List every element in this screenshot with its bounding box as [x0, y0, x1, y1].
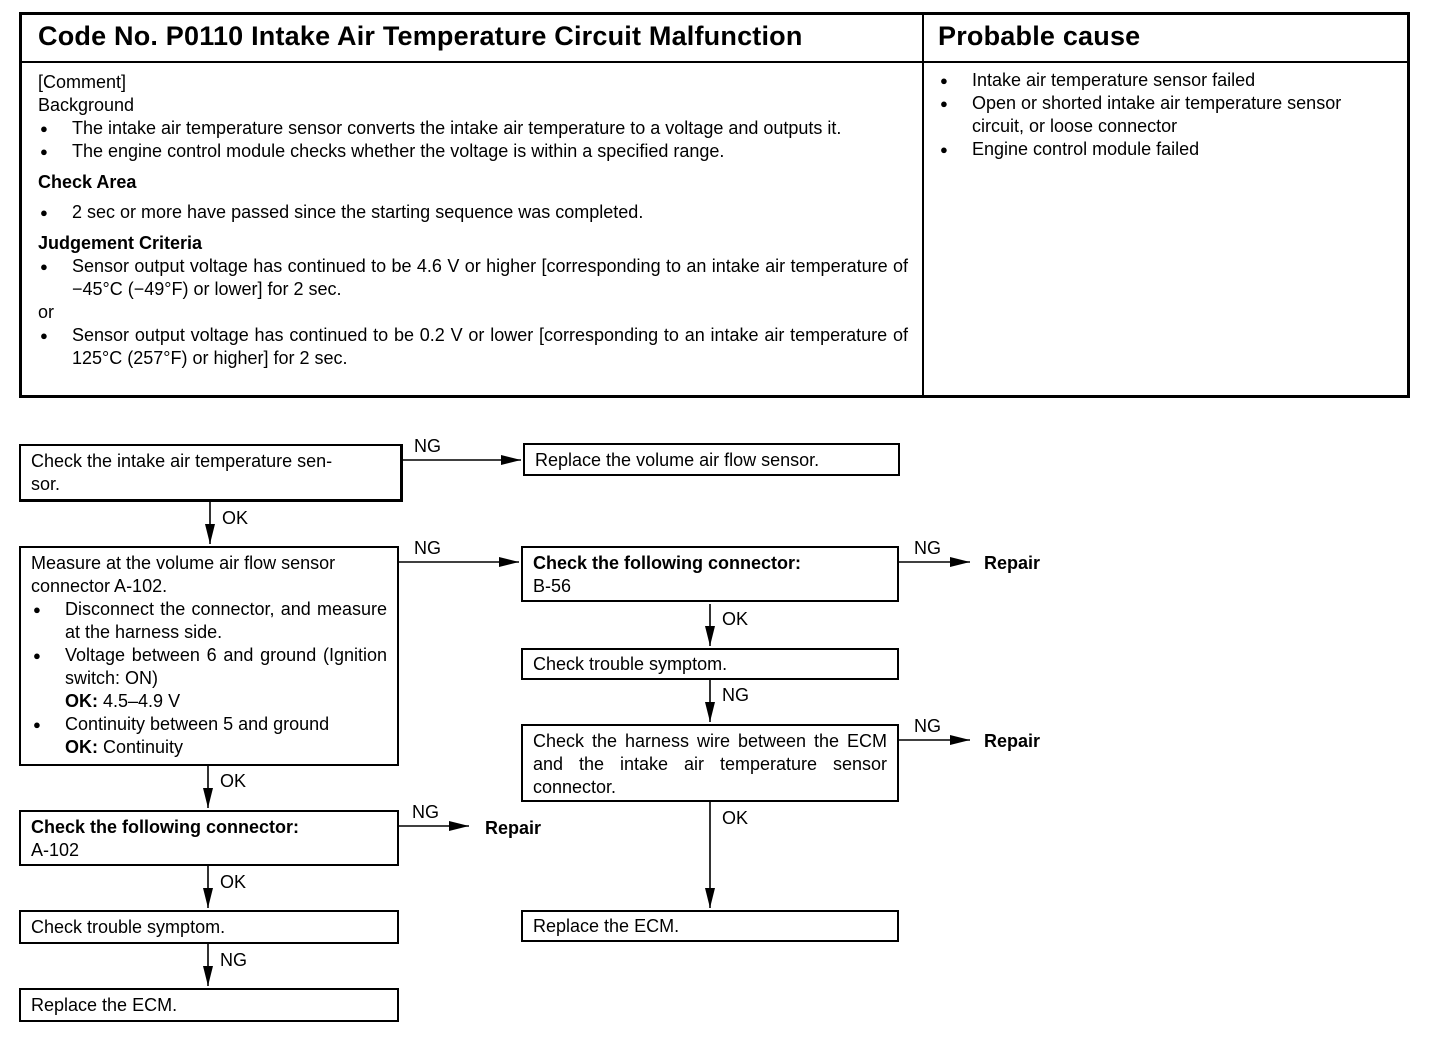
step-check-connector-b56 — [521, 546, 899, 602]
comment-label: [Comment] — [38, 72, 127, 92]
ok-label: OK — [722, 609, 749, 629]
probable-cause-item: ● Intake air temperature sensor failed — [938, 69, 1398, 92]
ok-label: OK — [220, 771, 247, 791]
probable-cause-item: ● Open or shorted intake air temperature sensor circuit, or loose connector — [938, 92, 1398, 138]
step-replace-ecm-right — [521, 910, 899, 942]
step-title: Check the following connector: — [31, 817, 300, 837]
ok-label: OK: — [65, 691, 98, 711]
ng-label: NG — [722, 685, 749, 705]
judgement-heading: Judgement Criteria — [38, 233, 203, 253]
ok-criteria — [31, 736, 387, 759]
probable-cause-heading: Probable cause — [938, 21, 1141, 51]
ng-label: NG — [412, 802, 439, 822]
step-check-sensor — [19, 444, 403, 502]
ng-label: NG — [414, 436, 441, 456]
ok-label: OK — [722, 808, 749, 828]
measure-bullet: ● Disconnect the connector, and measure at the harness side. — [31, 598, 387, 644]
step-replace-ecm-left — [19, 988, 399, 1022]
background-heading: Background — [38, 95, 135, 115]
background-item: ● The engine control module checks whether the voltage is within a specified range. — [38, 140, 908, 163]
repair-label: Repair — [984, 553, 1041, 573]
connector-id: B-56 — [533, 576, 572, 596]
ok-criteria — [31, 690, 387, 713]
ok-value: Continuity — [103, 737, 184, 757]
table-title: Code No. P0110 Intake Air Temperature Circuit Malfunction — [38, 21, 803, 51]
ok-value: 4.5–4.9 V — [103, 691, 181, 711]
step-title: Check the following connector: — [533, 553, 802, 573]
ng-label: NG — [414, 538, 441, 558]
ok-label: OK — [222, 508, 249, 528]
probable-cause-item: ● Engine control module failed — [938, 138, 1398, 161]
step-text: Check the intake air temperature sen- — [31, 451, 333, 471]
ng-label: NG — [914, 716, 941, 736]
ng-label: NG — [914, 538, 941, 558]
repair-label: Repair — [485, 818, 542, 838]
measure-bullet: ● Continuity between 5 and ground — [31, 713, 387, 736]
step-text: Check trouble symptom. — [533, 654, 728, 674]
step-check-harness — [521, 724, 899, 802]
connector-id: A-102 — [31, 840, 80, 860]
step-check-trouble-left — [19, 910, 399, 944]
ng-label: NG — [220, 950, 247, 970]
step-text: Replace the ECM. — [533, 916, 680, 936]
step-text: Check the harness wire between the ECM and the intake air temperature sensor connector. — [533, 731, 887, 797]
check-area-heading: Check Area — [38, 172, 137, 192]
judgement-item: ● Sensor output voltage has continued to be 0.2 V or lower [corresponding to an intake air temperature of 125°C (257°F) or higher] for 2 sec. — [38, 324, 908, 370]
judgement-item: ● Sensor output voltage has continued to be 4.6 V or higher [corresponding to an intake air temperature of −45°C (−49°F) or lower] for 2 sec. — [38, 255, 908, 301]
repair-label: Repair — [984, 731, 1041, 751]
step-replace-vaf-sensor — [523, 443, 900, 476]
step-text: Measure at the volume air flow sensor — [31, 553, 336, 573]
ok-label: OK: — [65, 737, 98, 757]
background-item: ● The intake air temperature sensor converts the intake air temperature to a voltage and outputs it. — [38, 117, 908, 140]
ok-label: OK — [220, 872, 247, 892]
step-text: connector A-102. — [31, 576, 168, 596]
step-text: sor. — [31, 474, 61, 494]
step-text: Replace the volume air flow sensor. — [535, 450, 820, 470]
step-measure-connector — [19, 546, 399, 766]
step-check-trouble-right — [521, 648, 899, 680]
measure-bullet: ● Voltage between 6 and ground (Ignition switch: ON) — [31, 644, 387, 690]
or-text: or — [38, 302, 55, 322]
step-text: Check trouble symptom. — [31, 917, 226, 937]
step-check-connector-a102 — [19, 810, 399, 866]
check-area-item: ● 2 sec or more have passed since the starting sequence was completed. — [38, 201, 908, 224]
step-text: Replace the ECM. — [31, 995, 178, 1015]
